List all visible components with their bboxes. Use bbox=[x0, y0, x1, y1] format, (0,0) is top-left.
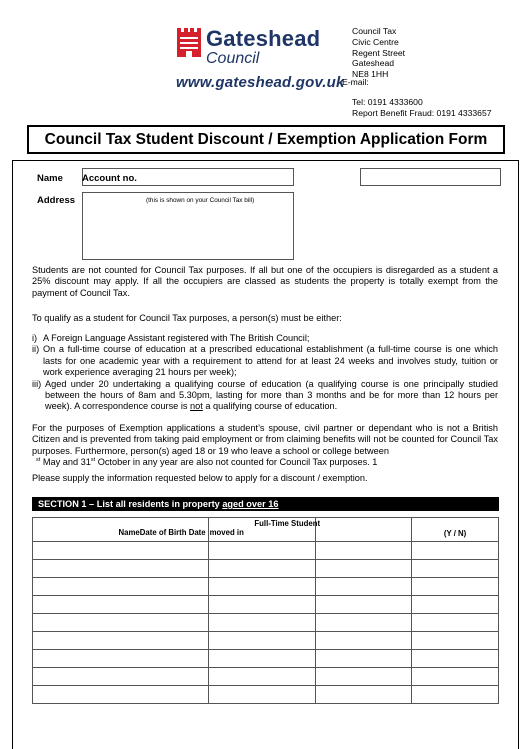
name-field[interactable] bbox=[82, 168, 294, 186]
date-moved-cell[interactable] bbox=[208, 668, 316, 686]
form-title: Council Tax Student Discount / Exemption Application Form bbox=[44, 130, 488, 148]
email-label: E-mail: bbox=[342, 77, 369, 87]
student-cell[interactable] bbox=[316, 650, 412, 668]
list-marker: iii) bbox=[32, 378, 42, 389]
student-cell[interactable] bbox=[316, 668, 412, 686]
council-address bbox=[352, 26, 405, 80]
student-cell[interactable] bbox=[316, 596, 412, 614]
qualify-paragraph: To qualify as a student for Council Tax purposes, a person(s) must be either: bbox=[32, 313, 342, 323]
column-header-name-dob: NameDate of Birth Date bbox=[33, 518, 209, 542]
table-row bbox=[33, 614, 499, 632]
yn-cell[interactable] bbox=[412, 614, 499, 632]
student-cell[interactable] bbox=[316, 560, 412, 578]
student-cell[interactable] bbox=[316, 632, 412, 650]
form-title-box bbox=[27, 125, 505, 154]
list-item-text: A Foreign Language Assistant registered with The British Council; bbox=[43, 333, 310, 343]
instruction-paragraph: Please supply the information requested below to apply for a discount / exemption. bbox=[32, 473, 368, 483]
fraud-line: Report Benefit Fraud: 0191 4333657 bbox=[352, 108, 492, 118]
telephone: Tel: 0191 4333600 bbox=[352, 97, 423, 107]
logo-name: Gateshead bbox=[206, 26, 321, 51]
date-moved-cell[interactable] bbox=[208, 632, 316, 650]
date-moved-cell[interactable] bbox=[208, 650, 316, 668]
yn-cell[interactable] bbox=[412, 596, 499, 614]
yn-cell[interactable] bbox=[412, 686, 499, 704]
emphasis-not: not bbox=[190, 401, 203, 412]
table-row bbox=[33, 542, 499, 560]
student-cell[interactable] bbox=[316, 686, 412, 704]
castle-keep-icon bbox=[176, 28, 202, 58]
yn-cell[interactable] bbox=[412, 632, 499, 650]
resident-name-cell[interactable] bbox=[33, 632, 209, 650]
table-row bbox=[33, 686, 499, 704]
section-1-header bbox=[32, 497, 499, 511]
list-item-text-end: a qualifying course of education. bbox=[202, 401, 338, 412]
yn-cell[interactable] bbox=[412, 668, 499, 686]
column-header-moved-in: moved in bbox=[208, 518, 316, 542]
yn-cell[interactable] bbox=[412, 650, 499, 668]
address-line: Regent Street bbox=[352, 47, 406, 58]
student-cell[interactable] bbox=[316, 614, 412, 632]
table-row bbox=[33, 560, 499, 578]
address-field[interactable] bbox=[82, 192, 294, 260]
list-item bbox=[32, 379, 498, 413]
website-link[interactable]: www.gateshead.gov.uk bbox=[176, 74, 345, 91]
address-line: NE8 1HH bbox=[352, 69, 389, 80]
date-moved-cell[interactable] bbox=[208, 686, 316, 704]
table-row bbox=[33, 632, 499, 650]
gateshead-logo bbox=[176, 26, 345, 96]
yn-cell[interactable] bbox=[412, 542, 499, 560]
column-header-yn: (Y / N) bbox=[412, 518, 499, 542]
qualification-list bbox=[32, 333, 498, 413]
address-line: Civic Centre bbox=[352, 36, 399, 47]
name-label: Name bbox=[37, 173, 63, 184]
section-1-title-emphasis: aged over 16 bbox=[222, 499, 279, 509]
list-item-text: On a full-time course of education at a prescribed educational establishment (a full-time course is one which lasts for one academic year with a requirement to attend for at least 24 weeks and involves study, tuition or work experience averaging 21 hours per week); bbox=[43, 344, 498, 378]
yn-cell[interactable] bbox=[412, 578, 499, 596]
account-number-field[interactable] bbox=[360, 168, 501, 186]
resident-name-cell[interactable] bbox=[33, 560, 209, 578]
table-row bbox=[33, 668, 499, 686]
table-row bbox=[33, 596, 499, 614]
address-hint: (this is shown on your Council Tax bill) bbox=[146, 197, 255, 204]
resident-name-cell[interactable] bbox=[33, 686, 209, 704]
address-line: Gateshead bbox=[352, 58, 395, 69]
account-label: Account no. bbox=[82, 173, 137, 184]
resident-name-cell[interactable] bbox=[33, 614, 209, 632]
list-item-text: Aged under 20 undertaking a qualifying course of education (a qualifying course is one principally studied between the hours of 8am and 5.30pm, lasting for more than 3 months and be for more than 12 hours per week). A correspondence course is bbox=[45, 378, 498, 412]
student-cell[interactable] bbox=[316, 542, 412, 560]
resident-name-cell[interactable] bbox=[33, 650, 209, 668]
date-moved-cell[interactable] bbox=[208, 560, 316, 578]
list-item bbox=[32, 333, 498, 344]
residents-table bbox=[32, 517, 499, 704]
list-item bbox=[32, 344, 498, 378]
date-moved-cell[interactable] bbox=[208, 596, 316, 614]
intro-paragraph: Students are not counted for Council Tax purposes. If all but one of the occupiers is disregarded as a student a 25% discount may apply. If all the occupiers are classed as students the property is totally exempt from the payment of Council Tax. bbox=[32, 265, 498, 298]
column-header-full-time: Full-Time Student bbox=[316, 518, 412, 542]
student-cell[interactable] bbox=[316, 578, 412, 596]
date-moved-cell[interactable] bbox=[208, 542, 316, 560]
table-header-row bbox=[33, 518, 499, 542]
exemption-text: For the purposes of Exemption applications a student’s spouse, civil partner or dependant who is not a British Citizen and is prevented from taking paid employment or from claiming benefits will not be counted for Council Tax purposes. Furthermore, person(s) aged 18 or 19 who leave a school or college between bbox=[32, 423, 498, 456]
address-line: Council Tax bbox=[352, 26, 397, 36]
resident-name-cell[interactable] bbox=[33, 668, 209, 686]
address-label: Address bbox=[37, 195, 76, 206]
list-marker: ii) bbox=[32, 344, 40, 355]
resident-name-cell[interactable] bbox=[33, 578, 209, 596]
section-1-title: SECTION 1 – List all residents in property bbox=[38, 499, 223, 509]
exemption-text-end: October in any year are also not counted for Council Tax purposes. 1 bbox=[95, 457, 378, 468]
yn-cell[interactable] bbox=[412, 560, 499, 578]
date-moved-cell[interactable] bbox=[208, 614, 316, 632]
resident-name-cell[interactable] bbox=[33, 596, 209, 614]
contact-details bbox=[352, 97, 492, 119]
table-row bbox=[33, 650, 499, 668]
ordinal-suffix: st bbox=[36, 457, 41, 464]
date-moved-cell[interactable] bbox=[208, 578, 316, 596]
table-row bbox=[33, 578, 499, 596]
ordinal-suffix: st bbox=[90, 457, 96, 464]
exemption-paragraph bbox=[32, 423, 498, 469]
exemption-text-may: May and 31 bbox=[40, 457, 91, 468]
resident-name-cell[interactable] bbox=[33, 542, 209, 560]
list-marker: i) bbox=[32, 333, 38, 343]
logo-subtitle: Council bbox=[206, 50, 260, 67]
